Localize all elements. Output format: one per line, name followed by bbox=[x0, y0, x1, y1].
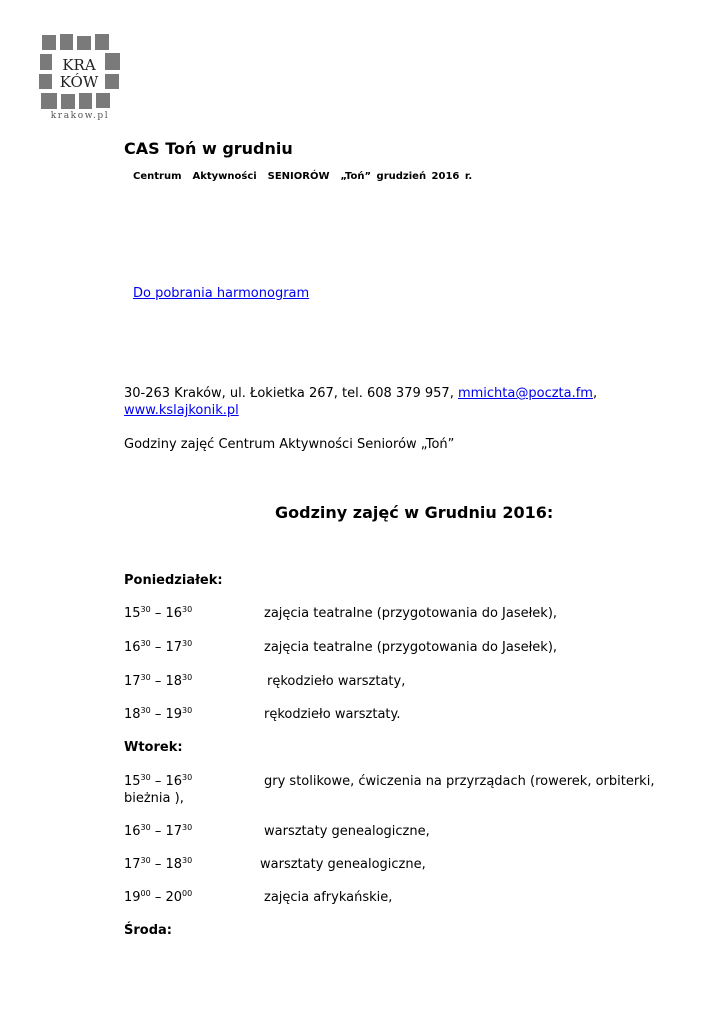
activity-text: warsztaty genealogiczne, bbox=[264, 824, 430, 839]
time-range: $19^{00} - 20^{00}$ bbox=[124, 889, 193, 905]
logo-text-line2: KÓW bbox=[59, 73, 99, 91]
contact-website-link[interactable]: www.kslajkonik.pl bbox=[124, 403, 239, 418]
intro-text: Godziny zajęć Centrum Aktywności Seniorów „Toń” bbox=[124, 437, 455, 452]
day-heading-wednesday: Środa: bbox=[124, 923, 172, 938]
contact-line bbox=[124, 386, 597, 401]
schedule-heading: Godziny zajęć w Grudniu 2016: bbox=[275, 503, 554, 522]
logo-url: krakow.pl bbox=[50, 111, 110, 121]
activity-text: warsztaty genealogiczne, bbox=[260, 857, 426, 872]
activity-text: rękodzieło warsztaty, bbox=[267, 674, 406, 689]
page-subtitle: Centrum Aktywności SENIORÓW „Toń” grudzień 2016 r. bbox=[133, 171, 473, 182]
contact-email-link[interactable]: mmichta@poczta.fm bbox=[457, 386, 593, 401]
time-range: $17^{30} - 18^{30}$ bbox=[124, 673, 193, 689]
activity-text: rękodzieło warsztaty. bbox=[264, 707, 401, 722]
time-range: $18^{30} - 19^{30}$ bbox=[124, 706, 193, 722]
contact-address: 30-263 Kraków, ul. Łokietka 267, tel. 608 379 957, bbox=[124, 386, 458, 401]
download-schedule-link[interactable]: Do pobrania harmonogram bbox=[133, 286, 310, 301]
krakow-logo bbox=[39, 33, 121, 123]
time-range: $16^{30} - 17^{30}$ bbox=[124, 639, 193, 655]
page-title: CAS Toń w grudniu bbox=[124, 139, 293, 158]
time-range: $17^{30} - 18^{30}$ bbox=[124, 856, 193, 872]
activity-text: zajęcia teatralne (przygotowania do Jasełek), bbox=[264, 640, 558, 655]
activity-text: zajęcia teatralne (przygotowania do Jasełek), bbox=[264, 606, 558, 621]
time-range: $16^{30} - 17^{30}$ bbox=[124, 823, 193, 839]
activity-text: zajęcia afrykańskie, bbox=[264, 890, 393, 905]
time-range: $15^{30} - 16^{30}$ bbox=[124, 605, 193, 621]
activity-continuation: bieżnia ), bbox=[124, 791, 184, 806]
time-range: $15^{30} - 16^{30}$ bbox=[124, 773, 193, 789]
krakow-logo-mark bbox=[39, 33, 121, 111]
contact-comma: , bbox=[592, 386, 598, 401]
day-heading-tuesday: Wtorek: bbox=[124, 740, 183, 755]
logo-text-line1: KRA bbox=[62, 56, 96, 74]
day-heading-monday: Poniedziałek: bbox=[124, 573, 223, 588]
activity-text: gry stolikowe, ćwiczenia na przyrządach (rowerek, orbiterki, bbox=[264, 774, 655, 789]
